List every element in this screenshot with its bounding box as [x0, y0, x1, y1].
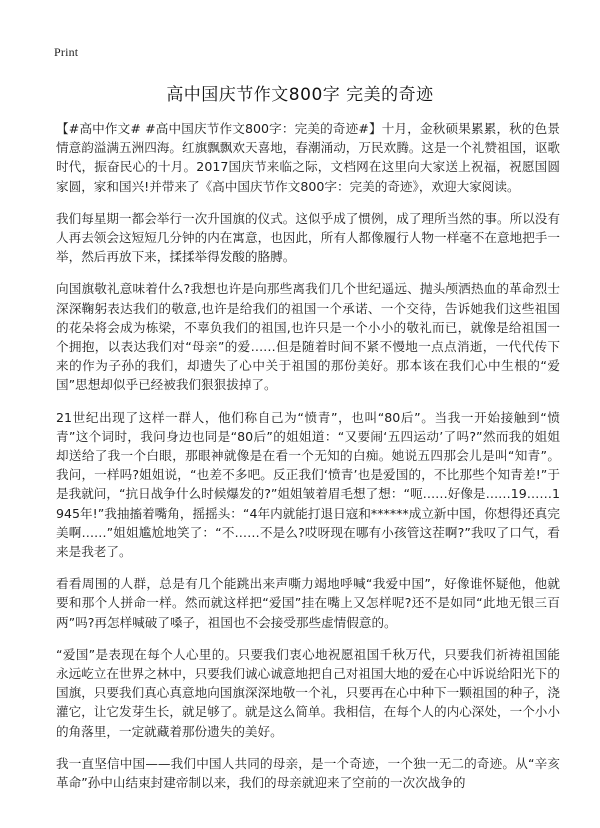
paragraph-miracle: 我一直坚信中国——我们中国人共同的母亲，是一个奇迹，一个独一无二的奇迹。从“辛亥革命”孙中山结束封建帝制以来，我们的母亲就迎来了空前的一次次战争的: [56, 755, 560, 791]
paragraph-salute-meaning: 向国旗敬礼意味着什么?我想也许是向那些离我们几个世纪遥远、抛头颅洒热血的革命烈士深深鞠躬表达我们的敬意,也许是给我们的祖国一个承诺、一个交待，告诉她我们这些祖国的花朵将会成为栋梁，不辜负我们的祖国,也许只是一个小小的敬礼而已，就像是给祖国一个拥抱，以表达我们对“母亲”的爱……但是随着时间不紧不慢地一点点消逝，一代代传下来的作为子孙的我们，却遗失了心中关于祖国的那份美好。那本该在我们心中生根的“爱国”思想却似乎已经被我们狠狠拔掉了。: [56, 281, 560, 393]
paragraph-flag-ceremony: 我们每星期一都会举行一次升国旗的仪式。这似乎成了惯例，成了理所当然的事。所以没有人再去领会这短短几分钟的内在寓意，也因此，所有人都像履行人物一样毫不在意地把手一举，然后再放下来，揉揉举得发酸的胳膊。: [56, 210, 560, 265]
document-body: [56, 119, 560, 805]
paragraph-intro: 【#高中作文# #高中国庆节作文800字：完美的奇迹#】十月，金秋硕果累累，秋的色景情意韵溢满五洲四海。红旗飘飘欢天喜地，春潮涌动，万民欢腾。这是一个礼赞祖国，讴歌时代，振奋民心的十月。2017国庆节来临之际，文档网在这里向大家送上祝福，祝愿国圆家圆，家和国兴!并带来了《高中国庆节作文800字：完美的奇迹》，欢迎大家阅读。: [56, 121, 560, 194]
paragraph-crowd: 看看周围的人群，总是有几个能跳出来声嘶力竭地呼喊“我爱中国”，好像谁怀疑他，他就要和那个人拼命一样。然而就这样把“爱国”挂在嘴上又怎样呢?还不是如同“此地无银三百两”吗?再怎样喊破了嗓子，祖国也不会接受那些虚情假意的。: [56, 576, 560, 630]
document-title: 高中国庆节作文800字 完美的奇迹: [166, 85, 434, 105]
paragraph-angry-youth: 21世纪出现了这样一群人，他们称自己为“愤青”，也叫“80后”。当我一开始接触到“愤青”这个词时，我问身边也同是“80后”的姐姐道：“又要闹‘五四运动’了吗?”然而我的姐姐却送给了我一个白眼，那眼神就像是在看一个无知的白痴。她说五四那会儿是叫“知青”。我问，一样吗?姐姐说，“也差不多吧。反正我们‘愤青’也是爱国的，不比那些个知青差!”于是我就问，“抗日战争什么时候爆发的?”姐姐皱着眉毛想了想：“呃……好像是……19……1945年!”我抽搐着嘴角，摇摇头：“4年内就能打退日寇和******成立新中国，你想得还真完美啊……”姐姐尴尬地笑了：“不……不是么?哎呀现在哪有小孩管这茬啊?”我叹了口气，看来是我老了。: [56, 409, 560, 560]
paragraph-patriotism: “爱国”是表现在每个人心里的。只要我们衷心地祝愿祖国千秋万代，只要我们祈祷祖国能永远屹立在世界之林中，只要我们诚心诚意地把自己对祖国大地的爱在心中诉说给阳光下的国旗，只要我们真心真意地向国旗深深地敬一个礼，只要再在心中种下一颗祖国的种子，浇灌它，让它发芽生长，就足够了。就是这么简单。我相信，在每个人的内心深处，一个小小的角落里，一定就藏着那份遗失的美好。: [56, 646, 560, 739]
print-link[interactable]: Print: [54, 45, 79, 59]
